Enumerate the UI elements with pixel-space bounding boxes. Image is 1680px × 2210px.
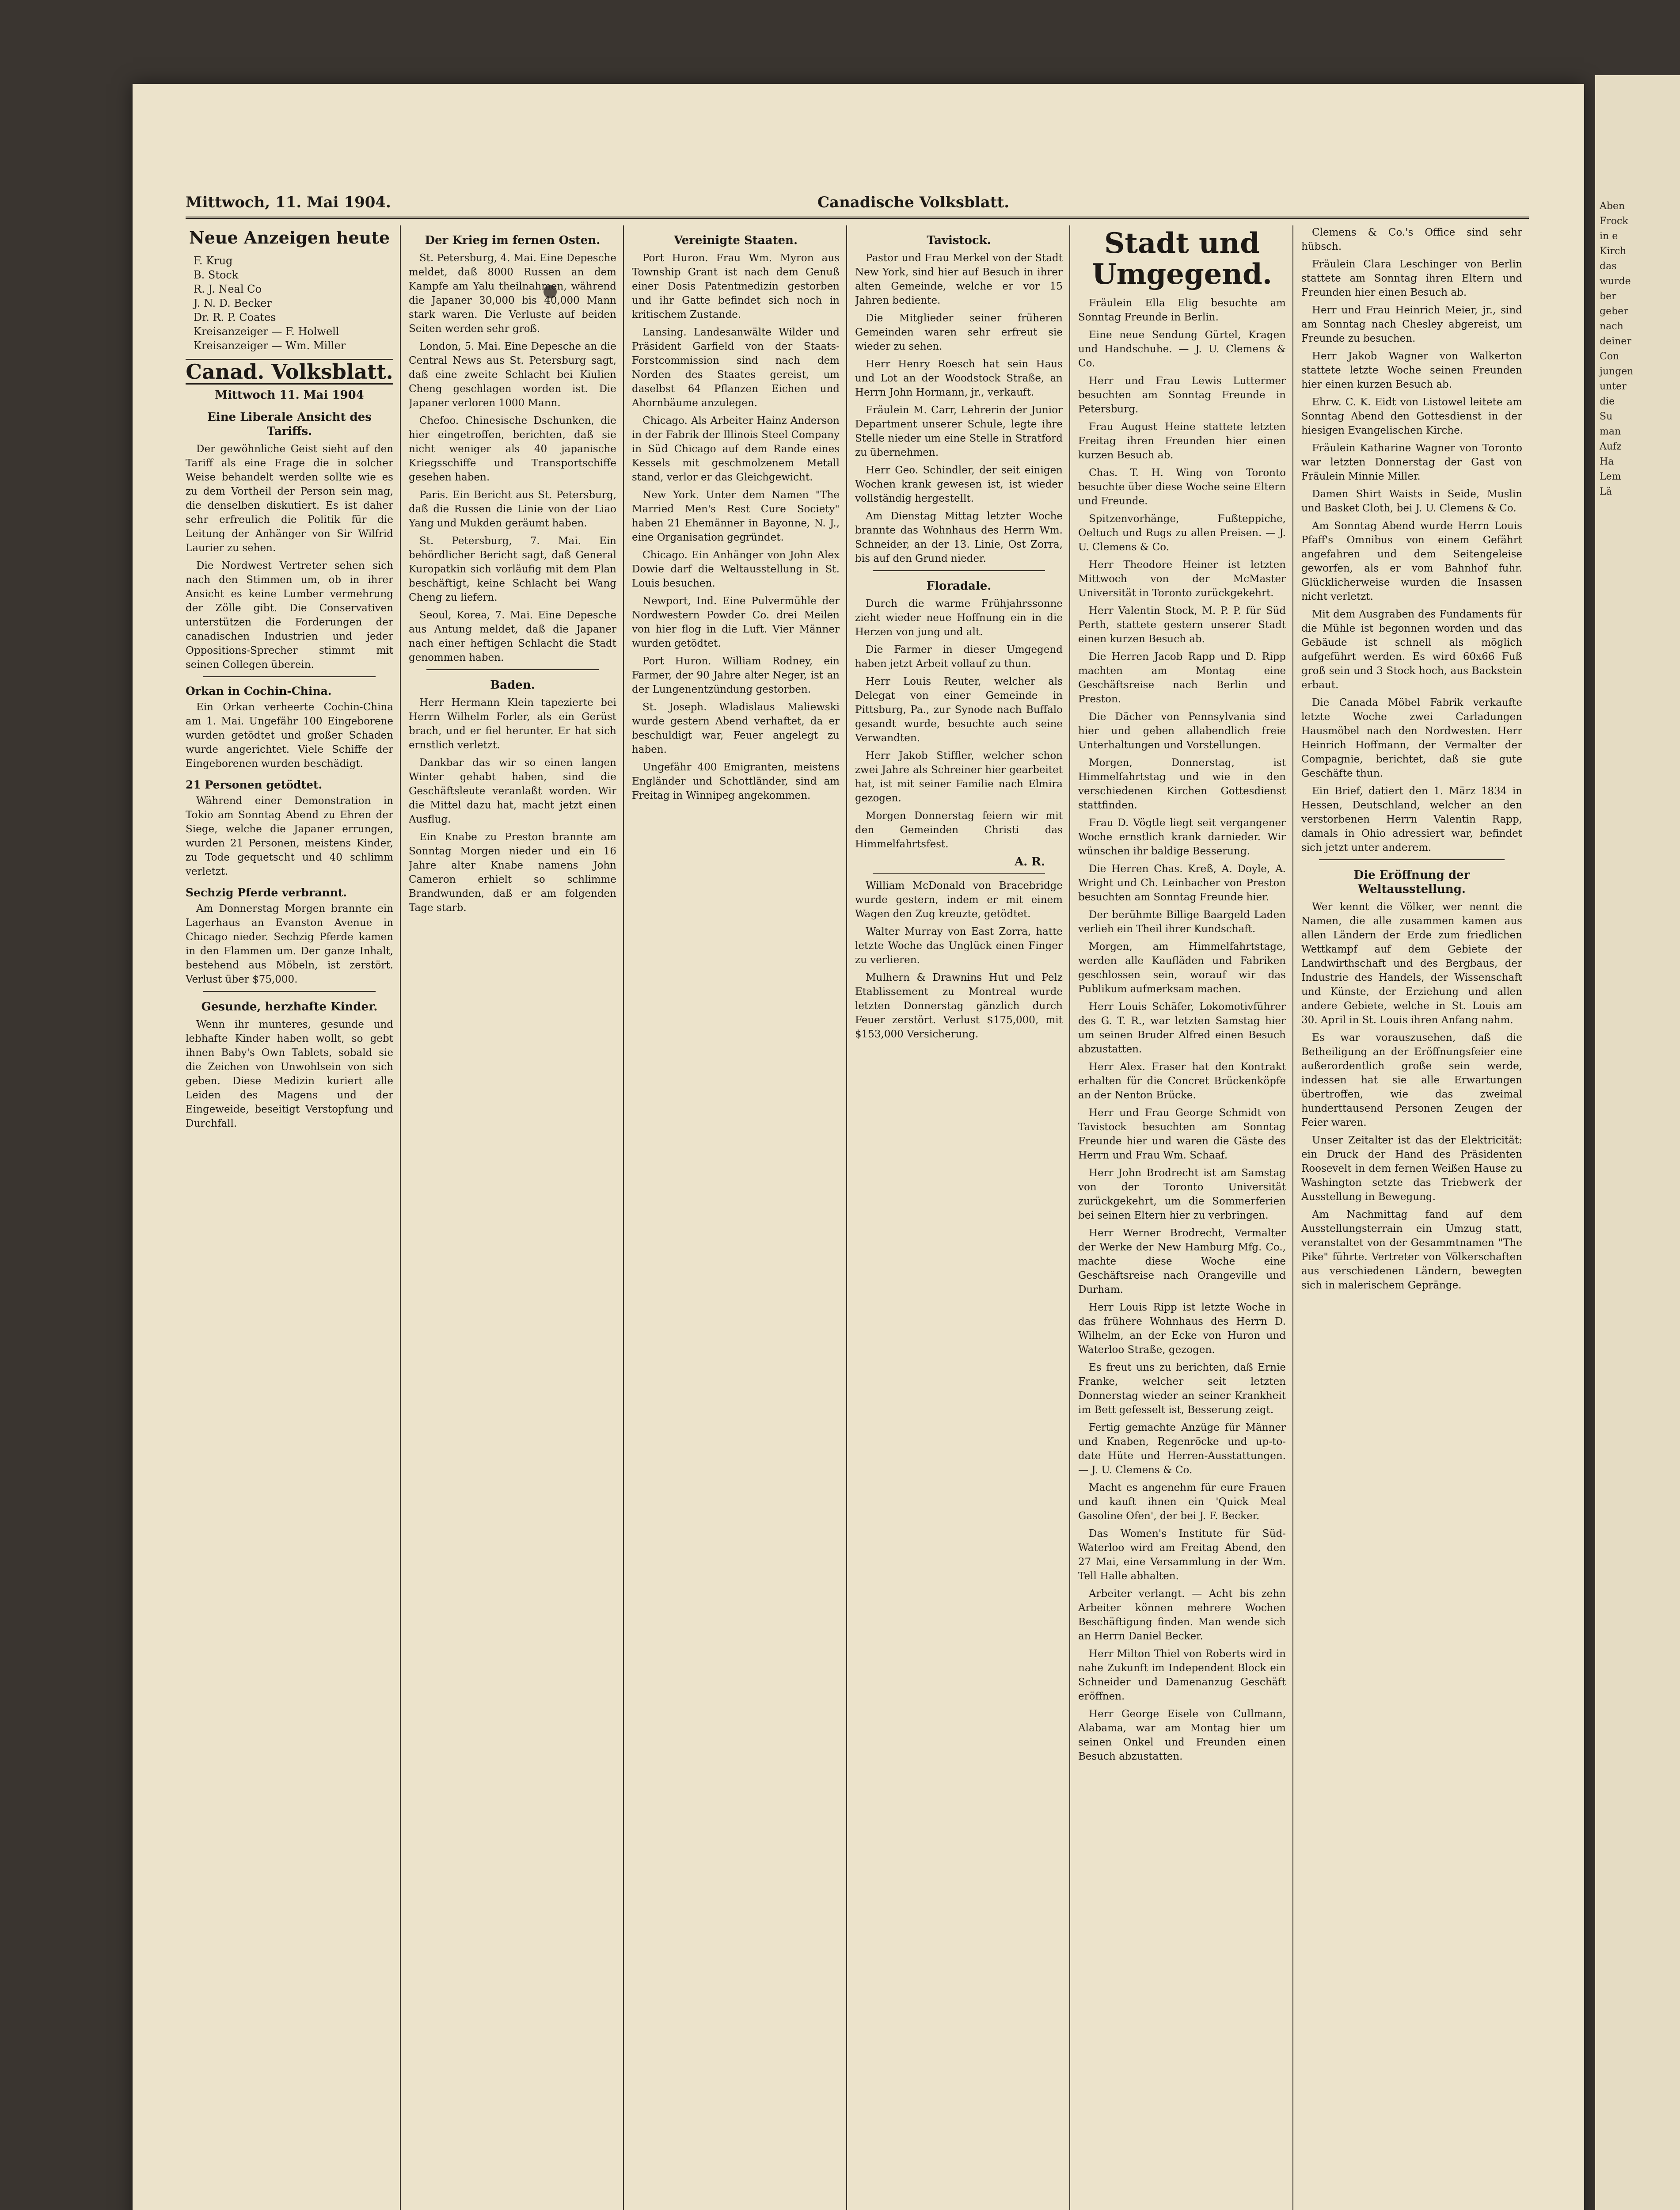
column-3 xyxy=(632,225,840,2210)
local-news-item: Es freut uns zu berichten, daß Ernie Franke, welcher seit letzten Donnerstag wieder an seiner Krankheit im Bett gefesselt ist, Besserung zeigt. xyxy=(1078,1362,1286,1416)
section-heading: Floradale. xyxy=(926,579,992,593)
local-news-item: Herr und Frau Heinrich Meier, jr., sind am Sonntag nach Chesley abgereist, um Freunde zu besuchen. xyxy=(1301,305,1522,344)
sliver-word: Su xyxy=(1600,411,1613,422)
column-rule xyxy=(1069,225,1070,2210)
page-header xyxy=(186,190,1529,219)
local-news-item: Chas. T. H. Wing von Toronto besuchte über diese Woche seine Eltern und Freunde. xyxy=(1078,467,1286,507)
article-paragraph: Der gewöhnliche Geist sieht auf den Tariff als eine Frage die in solcher Weise behandelt werden sollte wie es zu dem Vortheil der Person sein mag, die denselben diskutiert. Es ist daher sehr erfreulich die Politik für die Leitung der Anhänger von Sir Wilfrid Laurier zu sehen. xyxy=(186,443,393,554)
article-paragraph: Fräulein M. Carr, Lehrerin der Junior Department unserer Schule, legte ihre Stelle nieder um eine Stelle in Stratford zu übernehmen. xyxy=(855,404,1063,458)
article-paragraph: Newport, Ind. Eine Pulvermühle der Nordwestern Powder Co. drei Meilen von hier flog in die Luft. Vier Männer wurden getödtet. xyxy=(632,595,840,649)
local-news-item: Frau D. Vögtle liegt seit vergangener Woche ernstlich krank darnieder. Wir wünschen ihr baldige Besserung. xyxy=(1078,817,1286,857)
sliver-word: Frock xyxy=(1600,216,1628,227)
article-paragraph: Am Donnerstag Morgen brannte ein Lagerhaus an Evanston Avenue in Chicago nieder. Sechzig Pferde kamen in den Flammen um. Der ganze Inhalt, bestehend aus Möbeln, ist zerstört. Verlust über $75,000. xyxy=(186,903,393,985)
article-paragraph: St. Petersburg, 7. Mai. Ein behördlicher Bericht sagt, daß General Kuropatkin sich vorläufig mit dem Plan beschäftigt, keine Schlacht bei Wang Cheng zu liefern. xyxy=(409,535,616,603)
section-heading: Der Krieg im fernen Osten. xyxy=(425,234,601,247)
local-news-item: Herr Werner Brodrecht, Vermalter der Werke der New Hamburg Mfg. Co., machte diese Woche eine Geschäftsreise nach Orangeville und Durham. xyxy=(1078,1227,1286,1296)
local-news-item: Herr Louis Ripp ist letzte Woche in das frühere Wohnhaus des Herrn D. Wilhelm, an der Ecke von Huron und Waterloo Straße, gezogen. xyxy=(1078,1302,1286,1356)
article-heading: Die Eröffnung der Weltausstellung. xyxy=(1353,869,1470,896)
local-news-item: Macht es angenehm für eure Frauen und kauft ihnen ein 'Quick Meal Gasoline Ofen', der bei J. F. Becker. xyxy=(1078,1482,1286,1522)
ad-item: J. N. D. Becker xyxy=(194,297,272,309)
ad-item: F. Krug xyxy=(194,255,233,267)
article-paragraph: Ein Orkan verheerte Cochin-China am 1. Mai. Ungefähr 100 Eingeborene wurden getödtet und großer Schaden wurde angerichtet. Viele Schiffe der Eingeborenen wurden beschädigt. xyxy=(186,701,393,770)
divider xyxy=(426,669,599,670)
sliver-word: Kirch xyxy=(1600,246,1627,257)
article-paragraph: Während einer Demonstration in Tokio am Sonntag Abend zu Ehren der Siege, welche die Japaner errungen, wurden 21 Personen, meistens Kinder, zu Tode gequetscht und 40 schlimm verletzt. xyxy=(186,795,393,877)
article-paragraph: Port Huron. William Rodney, ein Farmer, der 90 Jahre alter Neger, ist an der Lungenentzündung gestorben. xyxy=(632,655,840,695)
local-news-item: Der berühmte Billige Baargeld Laden verlieh ein Theil ihrer Kundschaft. xyxy=(1078,909,1286,935)
section-heading: Stadt und Umgegend. xyxy=(1091,227,1273,291)
local-news-item: Spitzenvorhänge, Fußteppiche, Oeltuch und Rugs zu allen Preisen. — J. U. Clemens & Co. xyxy=(1078,513,1286,553)
article-heading: Orkan in Cochin-China. xyxy=(186,685,332,697)
sliver-word: das xyxy=(1600,261,1617,272)
local-news-item: Herr Louis Schäfer, Lokomotivführer des G. T. R., war letzten Samstag hier um seinen Bruder Alfred einen Besuch abzustatten. xyxy=(1078,1001,1286,1055)
masthead: Canad. Volksblatt. xyxy=(186,360,393,384)
article-heading: 21 Personen getödtet. xyxy=(186,778,323,791)
article-paragraph: Herr Hermann Klein tapezierte bei Herrn Wilhelm Forler, als ein Gerüst brach, und er fiel herunter. Er hat sich ernstlich verletzt. xyxy=(409,697,616,751)
article-paragraph: Morgen Donnerstag feiern wir mit den Gemeinden Christi das Himmelfahrtsfest. xyxy=(855,810,1063,850)
column-rule xyxy=(400,225,401,2210)
article-paragraph: Herr Henry Roesch hat sein Haus und Lot an der Woodstock Straße, an Herrn John Hormann, jr., verkauft. xyxy=(855,358,1063,398)
sliver-word: unter xyxy=(1600,381,1627,392)
sliver-word: man xyxy=(1600,426,1621,437)
local-news-item: Herr Jakob Wagner von Walkerton stattete letzte Woche seinen Freunden hier einen kurzen Besuch ab. xyxy=(1301,351,1522,390)
ad-item: Kreisanzeiger — Wm. Miller xyxy=(194,339,346,352)
local-news-item: Herr George Eisele von Cullmann, Alabama, war am Montag hier um seinen Onkel und Freunden einen Besuch abzustatten. xyxy=(1078,1708,1286,1762)
new-ads-title: Neue Anzeigen heute xyxy=(189,228,390,248)
column-4 xyxy=(855,225,1063,2210)
divider xyxy=(873,570,1045,571)
header-paper-name: Canadische Volksblatt. xyxy=(817,194,1010,211)
local-news-item: Herr und Frau Lewis Luttermer besuchten am Sonntag Freunde in Petersburg. xyxy=(1078,375,1286,415)
article-paragraph: William McDonald von Bracebridge wurde gestern, indem er mit einem Wagen den Zug kreuzte, getödtet. xyxy=(855,880,1063,920)
local-news-item: Ein Brief, datiert den 1. März 1834 in Hessen, Deutschland, welcher an den verstorbenen Herrn Valentin Rapp, damals in Ohio adressiert war, befindet sich jetzt unter anderem. xyxy=(1301,785,1522,854)
adjacent-page-edge xyxy=(1595,75,1680,2210)
article-paragraph: Walter Murray von East Zorra, hatte letzte Woche das Unglück einen Finger zu verlieren. xyxy=(855,926,1063,966)
ad-item: Dr. R. P. Coates xyxy=(194,311,276,324)
local-news-item: Arbeiter verlangt. — Acht bis zehn Arbeiter können mehrere Wochen Beschäftigung finden. Man wende sich an Herrn Daniel Becker. xyxy=(1078,1588,1286,1642)
sliver-word: Aben xyxy=(1600,201,1625,212)
sliver-word: nach xyxy=(1600,321,1623,332)
article-paragraph: Chicago. Ein Anhänger von John Alex Dowie darf die Weltausstellung in St. Louis besuchen. xyxy=(632,549,840,589)
ad-item: R. J. Neal Co xyxy=(194,283,262,295)
article-paragraph: Unser Zeitalter ist das der Elektricität: ein Druck der Hand des Präsidenten Roosevelt in dem fernen Weißen Hause zu Washington setzte das Triebwerk der Ausstellung in Bewegung. xyxy=(1301,1135,1522,1203)
adjacent-page-text xyxy=(1595,75,1680,499)
article-paragraph: Dankbar das wir so einen langen Winter gehabt haben, sind die Geschäftsleute veranlaßt worden. Wir die Mittel dazu hat, macht jetzt einen Ausflug. xyxy=(409,757,616,825)
article-paragraph: Die Mitglieder seiner früheren Gemeinden waren sehr erfreut sie wieder zu sehen. xyxy=(855,312,1063,352)
article-paragraph: Pastor und Frau Merkel von der Stadt New York, sind hier auf Besuch in ihrer alten Gemeinde, welche er vor 15 Jahren bediente. xyxy=(855,252,1063,306)
article-paragraph: Durch die warme Frühjahrssonne zieht wieder neue Hoffnung ein in die Herzen von jung und alt. xyxy=(855,598,1063,638)
sliver-word: die xyxy=(1600,396,1615,407)
article-paragraph: Am Nachmittag fand auf dem Ausstellungsterrain ein Umzug statt, veranstaltet von der Gesammtnamen "The Pike" führte. Vertreter von Völkerschaften aus verschiedenen Ländern, bewegten sich in malerischem Gepränge. xyxy=(1301,1209,1522,1291)
local-news-item: Die Herren Jacob Rapp und D. Ripp machten am Montag eine Geschäftsreise nach Berlin und Preston. xyxy=(1078,651,1286,705)
local-news-item: Ehrw. C. K. Eidt von Listowel leitete am Sonntag Abend den Gottesdienst in der hiesigen Evangelischen Kirche. xyxy=(1301,396,1522,436)
article-paragraph: Herr Jakob Stiffler, welcher schon zwei Jahre als Schreiner hier gearbeitet hat, ist mit seiner Familie nach Elmira gezogen. xyxy=(855,750,1063,804)
local-news-item: Herr Alex. Fraser hat den Kontrakt erhalten für die Concret Brückenköpfe an der Nenton Brücke. xyxy=(1078,1061,1286,1101)
local-news-item: Die Herren Chas. Kreß, A. Doyle, A. Wright und Ch. Leinbacher von Preston besuchten am Sonntag Freunde hier. xyxy=(1078,863,1286,903)
article-paragraph: Wenn ihr munteres, gesunde und lebhafte Kinder haben wollt, so gebt ihnen Baby's Own Tablets, sobald sie die Zeichen von Unwohlsein von sich geben. Diese Medizin kuriert alle Leiden des Magens und der Eingeweide, beseitigt Verstopfung und Durchfall. xyxy=(186,1019,393,1129)
divider xyxy=(873,873,1045,874)
sliver-word: wurde xyxy=(1600,276,1631,287)
newspaper-page xyxy=(133,84,1584,2210)
divider xyxy=(1319,859,1505,860)
article-paragraph: Lansing. Landesanwälte Wilder und Präsident Garfield von der Staats-Forstcommission sind nach dem Norden des Staates gereist, um daselbst 64 Pflanzen Eichen und Ahornbäume anzulegen. xyxy=(632,327,840,409)
sliver-word: Ha xyxy=(1600,456,1614,467)
local-news-item: Fräulein Katharine Wagner von Toronto war letzten Donnerstag der Gast von Fräulein Minnie Miller. xyxy=(1301,442,1522,482)
article-paragraph: Am Dienstag Mittag letzter Woche brannte das Wohnhaus des Herrn Wm. Schneider, an der 13. Linie, Ost Zorra, bis auf den Grund nieder. xyxy=(855,511,1063,564)
ad-item: B. Stock xyxy=(194,269,239,281)
local-news-item: Herr Milton Thiel von Roberts wird in nahe Zukunft im Independent Block ein Schneider und Damenanzug Geschäft eröffnen. xyxy=(1078,1648,1286,1702)
local-news-item: Das Women's Institute für Süd-Waterloo wird am Freitag Abend, den 27 Mai, eine Versammlung in der Wm. Tell Halle abhalten. xyxy=(1078,1528,1286,1582)
divider xyxy=(203,676,376,677)
article-paragraph: St. Joseph. Wladislaus Maliewski wurde gestern Abend verhaftet, da er beschuldigt war, Feuer angelegt zu haben. xyxy=(632,701,840,755)
article-heading: Eine Liberale Ansicht des Tariffs. xyxy=(207,411,372,438)
column-5 xyxy=(1078,225,1286,2210)
divider xyxy=(203,991,376,992)
article-paragraph: Die Farmer in dieser Umgegend haben jetzt Arbeit vollauf zu thun. xyxy=(855,644,1063,670)
ads-list xyxy=(194,254,393,353)
sliver-word: in e xyxy=(1600,231,1618,242)
local-news-item: Frau August Heine stattete letzten Freitag ihren Freunden hier einen kurzen Besuch ab. xyxy=(1078,421,1286,461)
article-paragraph: London, 5. Mai. Eine Depesche an die Central News aus St. Petersburg sagt, daß eine zweite Schlacht bei Kiulien Cheng geschlagen worden ist. Die Japaner verloren 1000 Mann. xyxy=(409,341,616,409)
article-paragraph: St. Petersburg, 4. Mai. Eine Depesche meldet, daß 8000 Russen an dem Kampfe am Yalu theilnahmen, während die Japaner 30,000 bis 40,000 Mann stark waren. Die Verluste auf beiden Seiten werden sehr groß. xyxy=(409,252,616,335)
sliver-word: geber xyxy=(1600,306,1628,317)
signature: A. R. xyxy=(1015,855,1045,869)
section-heading: Tavistock. xyxy=(927,234,991,247)
article-paragraph: Paris. Ein Bericht aus St. Petersburg, daß die Russen die Linie von der Liao Yang und Mukden geräumt haben. xyxy=(409,489,616,529)
article-paragraph: Mulhern & Drawnins Hut und Pelz Etablissement zu Montreal wurde letzten Donnerstag gänzlich durch Feuer zerstört. Verlust $175,000, mit $153,000 Versicherung. xyxy=(855,972,1063,1040)
sliver-word: jungen xyxy=(1600,366,1634,377)
local-news-item: Fertig gemachte Anzüge für Männer und Knaben, Regenröcke und up-to-date Hüte und Herren-Ausstattungen. — J. U. Clemens & Co. xyxy=(1078,1422,1286,1476)
local-news-item: Am Sonntag Abend wurde Herrn Louis Pfaff's Omnibus von einem Gefährt angefahren und dem Seitengeleise geworfen, als er vom Bahnhof fuhr. Glücklicherweise wurden die Insassen nicht verletzt. xyxy=(1301,520,1522,602)
local-news-item: Herr Valentin Stock, M. P. P. für Süd Perth, stattete gestern unserer Stadt einen kurzen Besuch ab. xyxy=(1078,605,1286,645)
column-1 xyxy=(186,225,393,2210)
section-heading: Vereinigte Staaten. xyxy=(674,234,798,247)
article-paragraph: Ungefähr 400 Emigranten, meistens Engländer und Schottländer, sind am Freitag in Winnipeg angekommen. xyxy=(632,762,840,801)
local-news-item: Morgen, am Himmelfahrtstage, werden alle Kaufläden und Fabriken geschlossen sein, worauf wir das Publikum aufmerksam machen. xyxy=(1078,941,1286,995)
column-rule xyxy=(846,225,847,2210)
local-news-item: Clemens & Co.'s Office sind sehr hübsch. xyxy=(1301,227,1522,252)
local-news-item: Fräulein Clara Leschinger von Berlin stattete am Sonntag ihren Eltern und Freunden hier einen Besuch ab. xyxy=(1301,259,1522,298)
article-paragraph: Wer kennt die Völker, wer nennt die Namen, die alle zusammen kamen aus allen Ländern der Erde zum friedlichen Wettkampf auf dem Gebiete der Landwirthschaft und des Bergbaus, der Industrie des Handels, der Wissenschaft und Künste, der Erziehung und allen andere Gebiete, welche in St. Louis am 30. April in St. Louis ihren Anfang nahm. xyxy=(1301,901,1522,1026)
article-heading: Sechzig Pferde verbrannt. xyxy=(186,886,347,899)
local-news-item: Die Dächer von Pennsylvania sind hier und geben allabendlich freie Unterhaltungen und Vorstellungen. xyxy=(1078,711,1286,751)
local-news-item: Mit dem Ausgraben des Fundaments für die Mühle ist begonnen worden und das Gebäude ist schnell als möglich aufgeführt werden. Es wird 60x66 Fuß groß sein und 3 Stock hoch, aus Backstein erbaut. xyxy=(1301,609,1522,691)
article-paragraph: Chicago. Als Arbeiter Hainz Anderson in der Fabrik der Illinois Steel Company in Süd Chicago auf dem Rande eines Kessels mit geschmolzenem Metall stand, verlor er das Gleichgewicht. xyxy=(632,415,840,483)
sliver-word: ber xyxy=(1600,291,1616,302)
column-6 xyxy=(1301,225,1522,2210)
local-news-item: Morgen, Donnerstag, ist Himmelfahrtstag und wie in den verschiedenen Kirchen Gottesdienst stattfinden. xyxy=(1078,757,1286,811)
article-paragraph: Ein Knabe zu Preston brannte am Sonntag Morgen nieder und ein 16 Jahre alter Knabe namens John Cameron erhielt so schlimme Brandwunden, daß er am folgenden Tage starb. xyxy=(409,831,616,914)
article-paragraph: Port Huron. Frau Wm. Myron aus Township Grant ist nach dem Genuß einer Dosis Patentmedizin gestorben und ihr Gatte befindet sich noch in kritischem Zustande. xyxy=(632,252,840,320)
ad-item: Kreisanzeiger — F. Holwell xyxy=(194,325,339,338)
article-paragraph: Chefoo. Chinesische Dschunken, die hier eingetroffen, berichten, daß sie nicht weniger als 40 japanische Kriegsschiffe und Transportschiffe gesehen haben. xyxy=(409,415,616,483)
local-news-item: Herr John Brodrecht ist am Samstag von der Toronto Universität zurückgekehrt, um die Sommerferien bei seinen Eltern hier zu verbringen. xyxy=(1078,1167,1286,1221)
column-rule xyxy=(1292,225,1293,2210)
local-news-item: Herr und Frau George Schmidt von Tavistock besuchten am Sonntag Freunde hier und waren die Gäste des Herrn und Frau Wm. Schaaf. xyxy=(1078,1107,1286,1161)
local-news-item: Eine neue Sendung Gürtel, Kragen und Handschuhe. — J. U. Clemens & Co. xyxy=(1078,329,1286,369)
sliver-word: Lä xyxy=(1600,486,1612,497)
article-paragraph: Herr Louis Reuter, welcher als Delegat von einer Gemeinde in Pittsburg, Pa., zur Synode nach Buffalo gesandt wurde, besuchte auch seine Verwandten. xyxy=(855,676,1063,744)
column-rule xyxy=(623,225,624,2210)
local-news-item: Fräulein Ella Elig besuchte am Sonntag Freunde in Berlin. xyxy=(1078,297,1286,323)
header-date: Mittwoch, 11. Mai 1904. xyxy=(186,194,391,211)
local-news-item: Damen Shirt Waists in Seide, Muslin und Basket Cloth, bei J. U. Clemens & Co. xyxy=(1301,488,1522,514)
local-news-item: Die Canada Möbel Fabrik verkaufte letzte Woche zwei Carladungen Hausmöbel nach den Nordwesten. Herr Heinrich Hoffmann, der Vermalter der Compagnie, berichtet, daß sie gute Geschäfte thun. xyxy=(1301,697,1522,779)
column-2 xyxy=(409,225,616,2210)
local-news-item: Herr Theodore Heiner ist letzten Mittwoch von der McMaster Universität in Toronto zurückgekehrt. xyxy=(1078,559,1286,599)
sliver-word: Con xyxy=(1600,351,1619,362)
article-paragraph: Es war vorauszusehen, daß die Betheiligung an der Eröffnungsfeier eine außerordentlich große sein werde, indessen hat sie alle Erwartungen übertroffen, wie das zweimal hunderttausend Personen Zeugen der Feier waren. xyxy=(1301,1032,1522,1128)
sliver-word: Lem xyxy=(1600,471,1621,482)
masthead-date: Mittwoch 11. Mai 1904 xyxy=(215,389,364,402)
article-heading: Gesunde, herzhafte Kinder. xyxy=(201,1000,378,1014)
article-paragraph: New York. Unter dem Namen "The Married Men's Rest Cure Society" haben 21 Ehemänner in Bayonne, N. J., eine Organisation gegründet. xyxy=(632,489,840,543)
section-heading: Baden. xyxy=(490,678,535,692)
article-paragraph: Herr Geo. Schindler, der seit einigen Wochen krank gewesen ist, ist wieder vollständig hergestellt. xyxy=(855,465,1063,504)
article-paragraph: Seoul, Korea, 7. Mai. Eine Depesche aus Antung meldet, daß die Japaner nach einer heftigen Schlacht die Stadt genommen haben. xyxy=(409,610,616,663)
sliver-word: deiner xyxy=(1600,336,1631,347)
sliver-word: Aufz xyxy=(1600,441,1622,452)
article-paragraph: Die Nordwest Vertreter sehen sich nach den Stimmen um, ob in ihrer Ansicht es keine Lumber vermehrung der Zölle gibt. Die Conservativen unterstützen die Forderungen der canadischen Industrien und jeder Oppositions-Sprecher stimmt mit seinen Collegen überein. xyxy=(186,560,393,671)
